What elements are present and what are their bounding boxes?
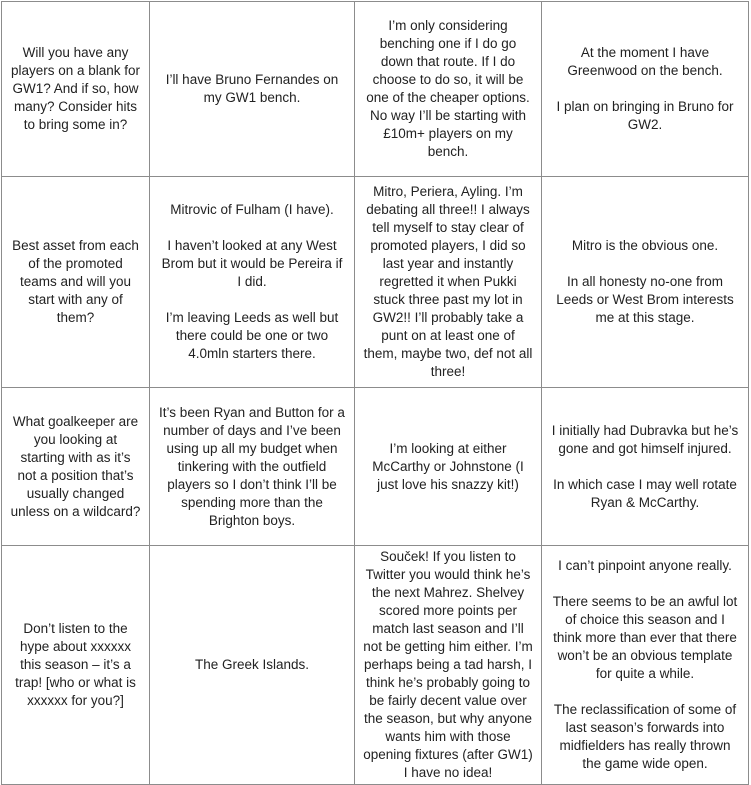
answer-cell <box>150 388 355 546</box>
answer-text: Mitro is the obvious one. <box>571 238 719 253</box>
question-text: Will you have any players on a blank for GW1? And if so, how many? Consider hits to bring some in? <box>10 45 141 132</box>
answer-text: I haven’t looked at any West Brom but it would be Pereira if I did. <box>161 238 343 289</box>
answer-text: Mitro, Periera, Ayling. I’m debating all three!! I always tell myself to stay clear of promoted players, I did so last year and instantly regretted it when Pukki stuck three past my lot in GW2!! I’ll probably take a punt on at least one of them, maybe two, def not all three! <box>363 184 533 379</box>
answer-text: It’s been Ryan and Button for a number of days and I’ve been using up all my budget when tinkering with the outfield players so I don’t think I’ll be spending more than the Brighton boys. <box>159 404 345 528</box>
answer-text: The reclassification of some of last season’s forwards into midfielders has really thrown the game wide open. <box>553 702 737 771</box>
question-cell <box>2 546 150 785</box>
question-cell <box>2 2 150 177</box>
question-text: Best asset from each of the promoted teams and will you start with any of them? <box>12 238 139 325</box>
answer-text: I plan on bringing in Bruno for GW2. <box>556 99 734 132</box>
answer-cell <box>150 546 355 785</box>
answer-cell <box>542 2 749 177</box>
answer-text: Souček! If you listen to Twitter you would think he’s the next Mahrez. Shelvey scored more points per match last season and I’ll not be getting him either. I’m perhaps being a tad harsh, I think he’s probably going to be fairly decent value over the season, but why anyone wants him with those opening fixtures (after GW1) I have no idea! <box>363 549 533 780</box>
answer-text: I can’t pinpoint anyone really. <box>558 558 732 573</box>
answer-text: In which case I may well rotate Ryan & McCarthy. <box>553 476 737 510</box>
answer-text: At the moment I have Greenwood on the bench. <box>567 45 723 78</box>
answer-cell <box>355 177 542 388</box>
answer-text: I’m leaving Leeds as well but there could be one or two 4.0mln starters there. <box>165 310 339 361</box>
answer-cell <box>355 2 542 177</box>
question-cell <box>2 388 150 546</box>
table-row-hype <box>2 546 749 785</box>
answer-cell <box>542 177 749 388</box>
answer-text: In all honesty no-one from Leeds or West Brom interests me at this stage. <box>556 274 734 325</box>
table-row-promoted-teams <box>2 177 749 388</box>
answer-text: I’ll have Bruno Fernandes on my GW1 bench. <box>165 72 339 105</box>
answer-text: There seems to be an awful lot of choice this season and I think more than ever that there won’t be an obvious template for quite a while. <box>552 594 738 681</box>
question-cell <box>2 177 150 388</box>
answer-cell <box>150 2 355 177</box>
question-text: What goalkeeper are you looking at starting with as it’s not a position that’s usually changed unless on a wildcard? <box>10 413 141 519</box>
table-row-goalkeeper <box>2 388 749 546</box>
answer-cell <box>355 388 542 546</box>
answer-text: I initially had Dubravka but he’s gone and got himself injured. <box>551 422 739 456</box>
answer-cell <box>355 546 542 785</box>
answer-cell <box>542 388 749 546</box>
answer-text: The Greek Islands. <box>194 657 310 672</box>
qa-table <box>1 1 749 785</box>
answer-cell <box>542 546 749 785</box>
answer-text: I’m only considering benching one if I do go down that route. If I do choose to do so, it will be one of the cheaper options. No way I’ll be starting with £10m+ players on my bench. <box>366 18 530 159</box>
answer-cell <box>150 177 355 388</box>
answer-text: I’m looking at either McCarthy or Johnstone (I just love his snazzy kit!) <box>372 440 524 492</box>
question-text: Don’t listen to the hype about xxxxxx this season – it’s a trap! [who or what is xxxxxx for you?] <box>15 621 136 708</box>
table-row-blank-players <box>2 2 749 177</box>
answer-text: Mitrovic of Fulham (I have). <box>170 202 334 217</box>
